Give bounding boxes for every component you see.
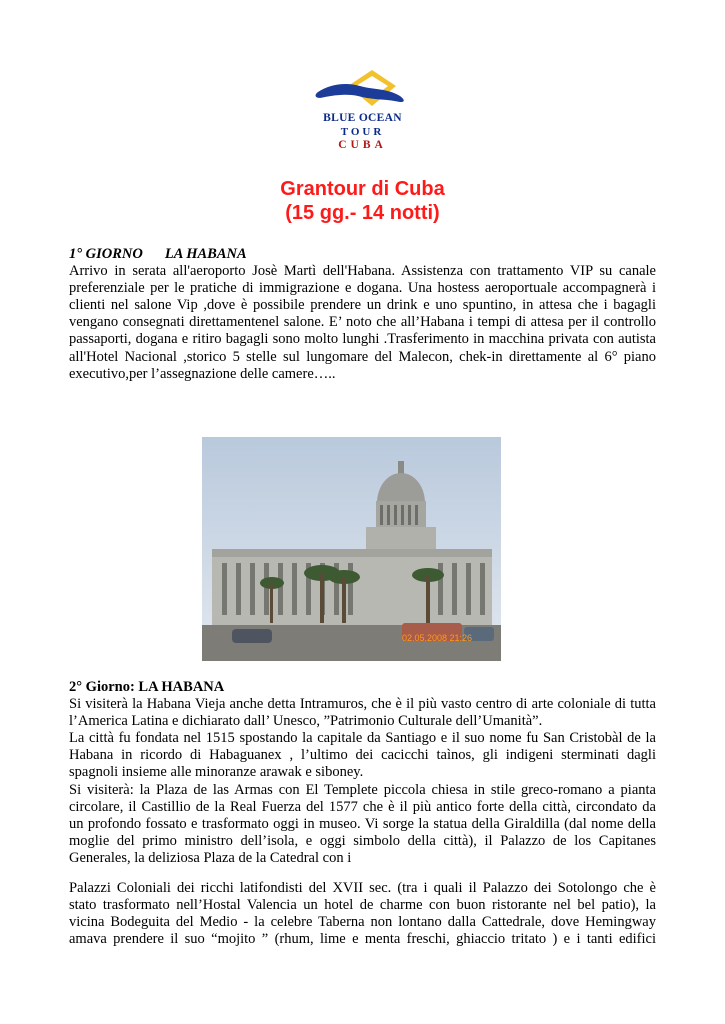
day2-line: Si visiterà: la Plaza de las Armas con El Templete piccola chiesa in stile greco-romano a pianta bbox=[69, 781, 656, 798]
day1-section bbox=[69, 246, 656, 383]
logo-text-cuba: CUBA bbox=[338, 139, 387, 151]
day1-line: passaporti, dogana e ritiro bagagli sono molto lunghi .Trasferimento in macchina privata con autista bbox=[69, 331, 656, 348]
day1-line: executivo,per l’assegnazione delle camere….. bbox=[69, 365, 336, 382]
day2-heading: 2° Giorno: LA HABANA bbox=[69, 679, 225, 695]
logo-text-blue-ocean: BLUE OCEAN bbox=[323, 112, 402, 124]
day2-line: Habana in ricordo di Habaguanex , l’ultimo dei cacicchi taìnos, gli indigeni sterminati dagli bbox=[69, 747, 656, 764]
day1-line: Arrivo in serata all'aeroporto Josè Martì dell'Habana. Assistenza con trattamento VIP su canale bbox=[69, 263, 656, 280]
capitolio-photo bbox=[202, 437, 501, 661]
cuba-map-icon bbox=[300, 66, 425, 114]
day2-line: stato trasformato nell’Hostal Valencia un hotel de charme con buon ristorante nel bel patio), la bbox=[69, 897, 656, 914]
day2-line: moglie del primo ministro dell’isola, e oggi simbolo della città), il Palazzo de los Capitanes bbox=[69, 832, 656, 849]
day2-paragraph2 bbox=[69, 880, 656, 948]
day2-line: Si visiterà la Habana Vieja anche detta Intramuros, che è il più vasto centro di arte coloniale di tutta bbox=[69, 696, 656, 713]
day1-heading bbox=[69, 246, 656, 263]
day1-heading-day: 1° GIORNO bbox=[69, 246, 143, 262]
day2-line: circolare, il Castillio de la Real Fuerza del 1577 che è il più antico forte della città, circondato da bbox=[69, 798, 656, 815]
document-subtitle: (15 gg.- 14 notti) bbox=[285, 202, 440, 224]
logo-text-tour: TOUR bbox=[340, 126, 385, 138]
day1-heading-place: LA HABANA bbox=[164, 246, 247, 262]
day1-line: clienti nel salone Vip ,dove è possibile prendere un drink e uno spuntino, in attesa che i bagagli bbox=[69, 297, 656, 314]
day2-line: un profondo fossato e trasformato oggi in museo. Vi sorge la statua della Giraldilla (dal nome della bbox=[69, 815, 656, 832]
day1-line: vengano consegnati direttamentenel salone. E’ noto che all’Habana i tempi di attesa per il controllo bbox=[69, 314, 656, 331]
day2-line: La città fu fondata nel 1515 spostando la capitale da Santiago e il suo nome fu San Cristobàl de la bbox=[69, 730, 656, 747]
day2-line: vicina Bodeguita del Medio - la celebre Taberna non lontano dalla Cattedrale, dove Hemingway bbox=[69, 914, 656, 931]
day1-line: all'Hotel Nacional ,storico 5 stelle sul lungomare del Malecon, chek-in direttamente al 6° piano bbox=[69, 348, 656, 365]
day1-line: preferenziale per le pratiche di immigrazione e dogana. Una hostess aeroportuale accompagnerà i bbox=[69, 280, 656, 297]
day2-line: l’America Latina e dichiarato dall’ Unesco, ”Patrimonio Culturale dell’Umanità”. bbox=[69, 713, 543, 730]
day2-line: amava prendere il suo “mojito ” (rhum, lime e menta freschi, ghiaccio tritato ) e i tanti edifici bbox=[69, 931, 656, 948]
photo-timestamp: 02.05.2008 21:26 bbox=[402, 633, 473, 643]
day2-line: Palazzi Coloniali dei ricchi latifondisti del XVII sec. (tra i quali il Palazzo dei Sotolongo che è bbox=[69, 880, 656, 896]
document-title: Grantour di Cuba bbox=[280, 178, 445, 200]
day2-section bbox=[69, 679, 656, 867]
day2-line: Generales, la deliziosa Plaza de la Catedral con i bbox=[69, 849, 352, 866]
blue-ocean-logo bbox=[300, 66, 425, 156]
day2-line: spagnoli insieme alle minoranze arawak e siboney. bbox=[69, 764, 364, 781]
